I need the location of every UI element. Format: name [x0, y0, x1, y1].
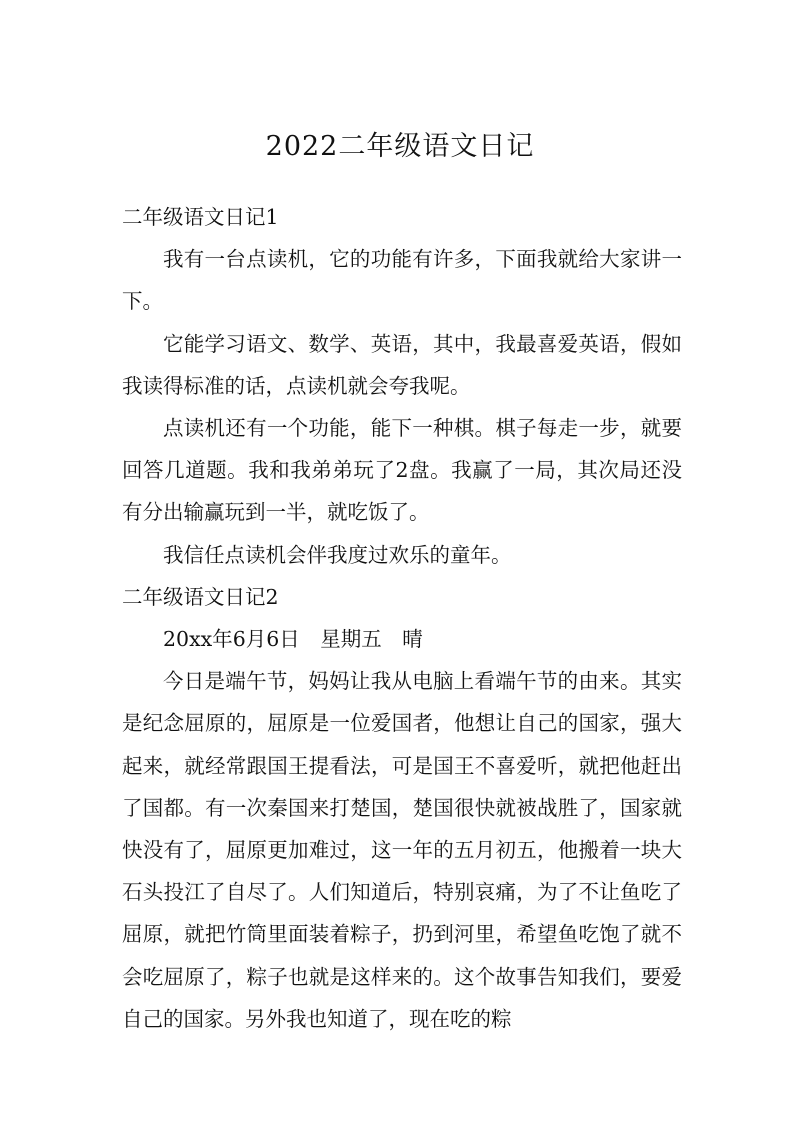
- paragraph: 它能学习语文、数学、英语，其中，我最喜爱英语，假如我读得标准的话，点读机就会夸我呢。: [122, 331, 682, 398]
- section-heading: 二年级语文日记2: [122, 584, 279, 609]
- document-body: [122, 196, 682, 1040]
- diary-date-line: 20xx年6月6日 星期五 晴: [163, 627, 423, 652]
- page-title: 2022二年级语文日记: [265, 131, 535, 162]
- paragraph: 今日是端午节，妈妈让我从电脑上看端午节的由来。其实是纪念屈原的，屈原是一位爱国者，他想让自己的国家，强大起来，就经常跟国王提看法，可是国王不喜爱听，就把他赶出了国都。有一次秦国来打楚国，楚国很快就被战胜了，国家就快没有了，屈原更加难过，这一年的五月初五，他搬着一块大石头投江了自尽了。人们知道后，特别哀痛，为了不让鱼吃了屈原，就把竹筒里面装着粽子，扔到河里，希望鱼吃饱了就不会吃屈原了，粽子也就是这样来的。这个故事告知我们，要爱自己的国家。另外我也知道了，现在吃的粽: [122, 669, 682, 1031]
- paragraph: 我信任点读机会伴我度过欢乐的童年。: [163, 542, 512, 567]
- paragraph: 我有一台点读机，它的功能有许多，下面我就给大家讲一下。: [122, 247, 682, 314]
- paragraph: 点读机还有一个功能，能下一种棋。棋子每走一步，就要回答几道题。我和我弟弟玩了2盘。我赢了一局，其次局还没有分出输赢玩到一半，就吃饭了。: [122, 416, 682, 525]
- section-heading: 二年级语文日记1: [122, 205, 279, 229]
